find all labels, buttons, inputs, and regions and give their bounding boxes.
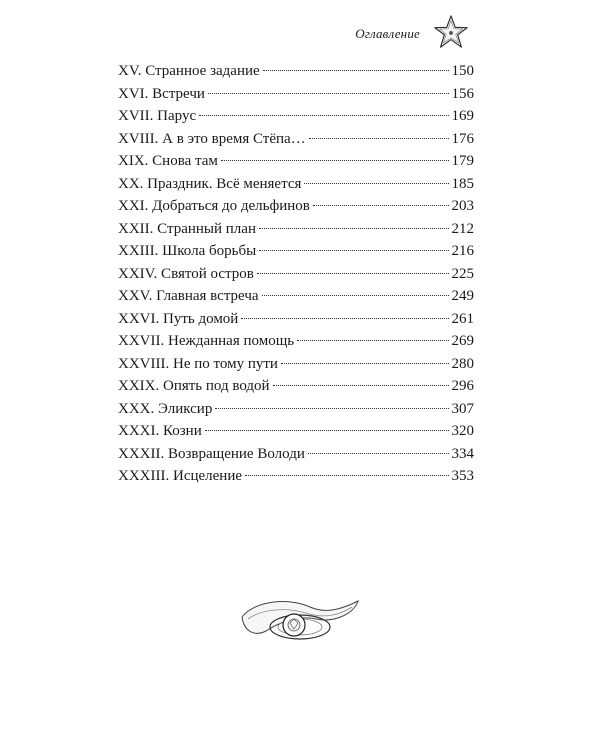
dot-leader bbox=[215, 408, 448, 409]
dot-leader bbox=[245, 475, 448, 476]
toc-entry-page: 225 bbox=[451, 265, 474, 282]
toc-entry-page: 179 bbox=[451, 153, 474, 169]
toc-entry bbox=[118, 465, 474, 488]
toc-entry-title: XVII. Парус bbox=[118, 108, 197, 124]
toc-entry-page: 156 bbox=[451, 85, 474, 102]
toc-entry bbox=[118, 60, 474, 83]
toc-entry-page: 203 bbox=[451, 198, 474, 214]
toc-entry-title: XXIII. Школа борьбы bbox=[118, 243, 257, 259]
toc-entry-page: 280 bbox=[451, 355, 474, 372]
toc-entry-page: 249 bbox=[451, 288, 474, 304]
toc-entry bbox=[118, 263, 474, 286]
dot-leader bbox=[273, 385, 449, 386]
toc-entry bbox=[118, 375, 474, 398]
toc-entry-page: 212 bbox=[451, 220, 474, 237]
toc-entry bbox=[118, 398, 474, 421]
dot-leader bbox=[259, 250, 448, 251]
dot-leader bbox=[263, 70, 449, 71]
toc-entry-page: 169 bbox=[451, 108, 474, 124]
dot-leader bbox=[221, 160, 449, 161]
toc-entry-title: XXVI. Путь домой bbox=[118, 310, 239, 327]
toc-entry-title: XX. Праздник. Всё меняется bbox=[118, 175, 302, 192]
toc-entry-page: 269 bbox=[451, 333, 474, 349]
toc-entry-title: XXV. Главная встреча bbox=[118, 288, 259, 304]
dot-leader bbox=[205, 430, 449, 431]
toc-entry-page: 320 bbox=[451, 423, 474, 439]
toc-entry-page: 296 bbox=[451, 378, 474, 394]
dot-leader bbox=[304, 183, 448, 184]
toc-entry bbox=[118, 443, 474, 466]
toc-entry-page: 307 bbox=[451, 400, 474, 417]
toc-entry-title: XXX. Эликсир bbox=[118, 400, 213, 417]
dot-leader bbox=[308, 453, 449, 454]
toc-entry bbox=[118, 150, 474, 173]
toc-entry-title: XXIX. Опять под водой bbox=[118, 378, 270, 394]
toc-entry-page: 176 bbox=[451, 130, 474, 147]
toc-entry bbox=[118, 330, 474, 353]
dot-leader bbox=[199, 115, 448, 116]
toc-entry-title: XXIV. Святой остров bbox=[118, 265, 254, 282]
starfish-icon bbox=[432, 14, 470, 50]
toc-entry-page: 261 bbox=[451, 310, 474, 327]
table-of-contents bbox=[118, 60, 474, 488]
toc-entry-page: 334 bbox=[451, 445, 474, 462]
toc-entry-title: XXXII. Возвращение Володи bbox=[118, 445, 305, 462]
dot-leader bbox=[309, 138, 449, 139]
toc-entry bbox=[118, 420, 474, 443]
dot-leader bbox=[257, 273, 449, 274]
toc-entry bbox=[118, 353, 474, 376]
toc-entry bbox=[118, 195, 474, 218]
toc-entry-page: 185 bbox=[451, 175, 474, 192]
toc-entry bbox=[118, 308, 474, 331]
toc-entry-title: XXXI. Козни bbox=[118, 423, 202, 439]
running-header-title: Оглавление bbox=[355, 26, 420, 41]
toc-entry-title: XV. Странное задание bbox=[118, 63, 260, 79]
toc-entry-title: XXVIII. Не по тому пути bbox=[118, 355, 278, 372]
toc-entry bbox=[118, 105, 474, 128]
dot-leader bbox=[281, 363, 449, 364]
toc-entry-title: XXI. Добраться до дельфинов bbox=[118, 198, 310, 214]
toc-entry bbox=[118, 83, 474, 106]
dot-leader bbox=[313, 205, 449, 206]
dot-leader bbox=[262, 295, 449, 296]
toc-entry-title: XXII. Странный план bbox=[118, 220, 256, 237]
toc-entry bbox=[118, 240, 474, 263]
toc-entry-title: XXXIII. Исцеление bbox=[118, 468, 243, 484]
toc-entry-page: 216 bbox=[451, 243, 474, 259]
toc-entry-title: XIX. Снова там bbox=[118, 153, 218, 169]
toc-entry-title: XXVII. Нежданная помощь bbox=[118, 333, 295, 349]
dot-leader bbox=[259, 228, 449, 229]
toc-entry-title: XVI. Встречи bbox=[118, 85, 205, 102]
toc-entry-page: 353 bbox=[451, 468, 474, 484]
dot-leader bbox=[297, 340, 448, 341]
toc-entry-title: XVIII. А в это время Стёпа… bbox=[118, 130, 306, 147]
toc-entry bbox=[118, 128, 474, 151]
dot-leader bbox=[208, 93, 449, 94]
ring-ornament-icon bbox=[236, 593, 364, 649]
toc-entry-page: 150 bbox=[451, 63, 474, 79]
toc-entry bbox=[118, 285, 474, 308]
toc-entry bbox=[118, 218, 474, 241]
toc-entry bbox=[118, 173, 474, 196]
dot-leader bbox=[241, 318, 448, 319]
